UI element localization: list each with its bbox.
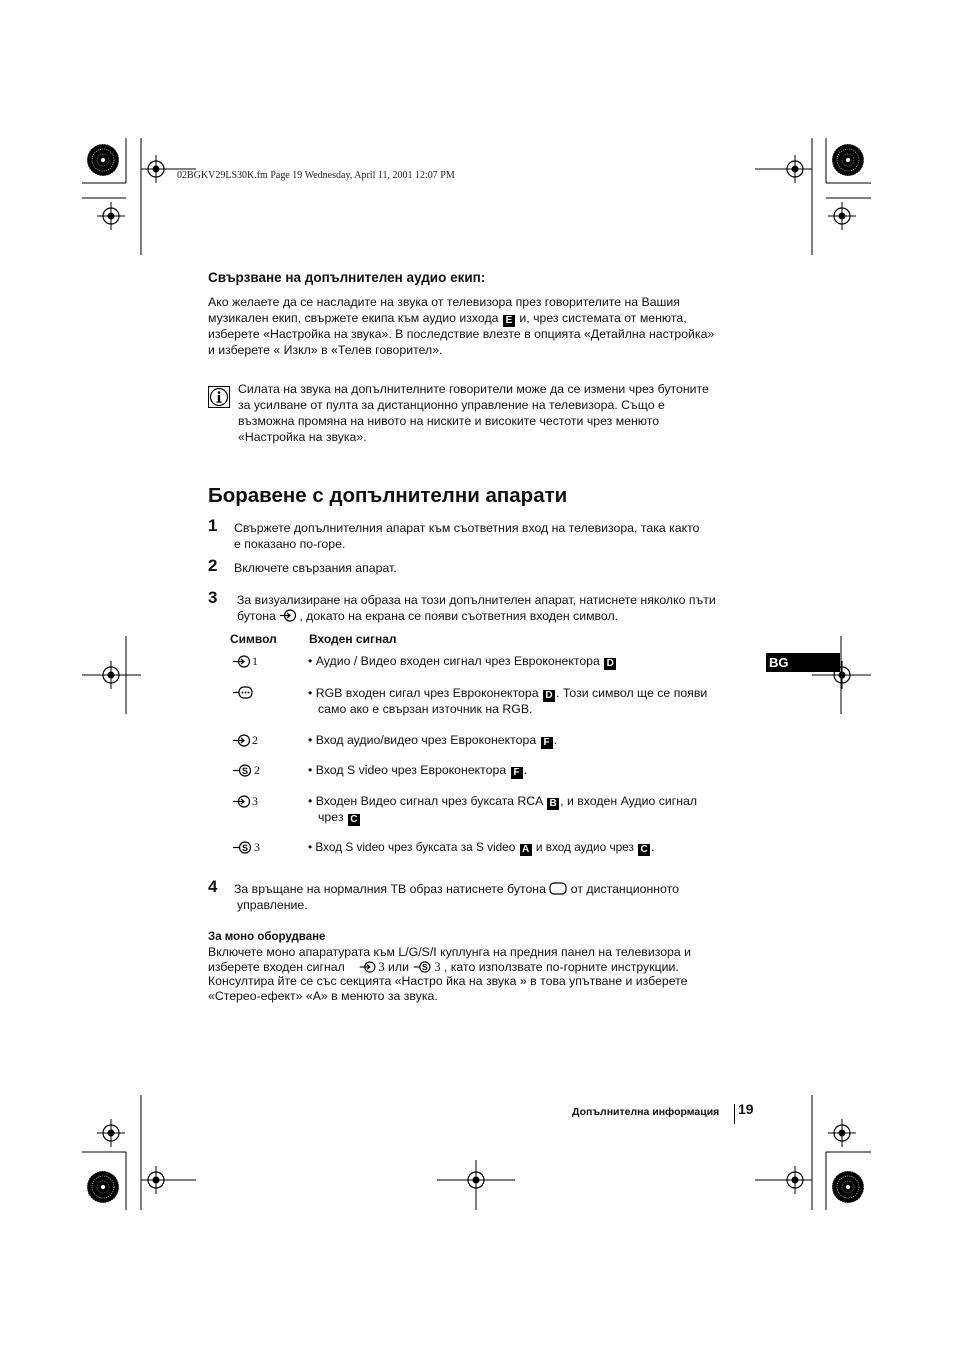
- symbol-cell: S 3: [232, 839, 260, 856]
- table-row: • Аудио / Видео входен сигнал чрез Евроконектора D: [308, 653, 617, 669]
- input-button-icon: [279, 609, 299, 622]
- input-arrow-icon: [358, 961, 378, 973]
- svg-text:S: S: [241, 766, 249, 776]
- page-number: 19: [738, 1101, 754, 1117]
- input-arrow-icon: [232, 655, 252, 668]
- table-row: • Вход аудио/видео чрез Евроконектора F .: [308, 733, 558, 748]
- file-header: 02BGKV29LS30K.fm Page 19 Wednesday, April 11, 2001 12:07 PM: [177, 170, 455, 181]
- s-video-icon: [412, 961, 434, 973]
- table-row: • Вход S video чрез буксата за S video A и вход аудио чрез C .: [308, 840, 655, 855]
- step-text: За визуализиране на образа на този допълнителен апарат, натиснете няколко пъти бутона , докато на екрана се появи съответния входен символ.: [237, 593, 716, 623]
- footer-section-title: Допълнителна информация: [572, 1106, 720, 1118]
- step-number: 1: [208, 516, 218, 535]
- symbol-cell: 2: [232, 732, 258, 749]
- symbol-cell: 1: [232, 653, 258, 670]
- mono-text: Включете моно апаратурата към L/G/S/I куплунга на предния панел на телевизора и изберете входен сигнал 3 или S 3 , като използвате по-горните инструкции. Консултира йте се със секцията «Настро йка на звука » в това упътване и изберете «Стерео-ефект» «А» в менюто за звука.: [208, 945, 692, 1003]
- connector-label-e: E: [503, 315, 515, 327]
- s-video-icon: [232, 764, 254, 777]
- rgb-input-icon: [232, 686, 254, 699]
- mono-title: За моно оборудване: [208, 931, 326, 943]
- language-tab: BG: [766, 653, 840, 672]
- audio-section-text: Ако желаете да се насладите на звука от телевизора през говорителите на Вашия музикален екип, свържете екипа към аудио изхода E и, чрез системата от менюта, изберете «Настройка на звука». В последствие влезте в опцията «Детайлна настройка» и изберете « Изкл» в «Телев говорител».: [208, 295, 715, 357]
- main-section-title: Боравене с допълнителни апарати: [208, 484, 568, 507]
- step-text: За връщане на нормалния ТВ образ натиснете бутона от дистанционното управление.: [234, 882, 679, 912]
- audio-section-title: Свързване на допълнителен аудио екип:: [208, 270, 486, 285]
- input-arrow-icon: [232, 734, 252, 747]
- note-text: Силата на звука на допълнителните говорители може да се измени чрез бутоните за усилване от пулта за дистанционно управление на телевизора. Също е възможна промяна на нивото на ниските и високите честоти чрез менюто «Настройка на звука».: [238, 382, 709, 444]
- step-text: Свържете допълнителния апарат към съответния вход на телевизора, така както е показано по-горе.: [234, 521, 700, 551]
- table-row: • Входен Видео сигнал чрез буксата RCA B , и входен Аудио сигнал чрез C: [308, 794, 698, 825]
- input-arrow-icon: [232, 795, 252, 808]
- info-icon: [208, 386, 230, 408]
- symbol-cell: 3: [232, 793, 258, 810]
- table-row: • Вход S video чрез Евроконектора F .: [308, 763, 528, 778]
- svg-text:S: S: [241, 843, 249, 853]
- step-text: Включете свързания апарат.: [234, 561, 397, 575]
- tv-button-icon: [549, 882, 567, 895]
- symbol-cell: S 2: [232, 762, 260, 779]
- step-number: 4: [208, 877, 218, 896]
- svg-text:S: S: [422, 961, 428, 972]
- symbol-cell: [232, 685, 254, 701]
- table-header-symbol: Символ: [230, 632, 277, 646]
- footer-divider: [734, 1104, 735, 1124]
- table-header-signal: Входен сигнал: [309, 632, 397, 646]
- table-row: • RGB входен сигал чрез Евроконектора D . Този символ ще се появи само ако е свързан източник на RGB.: [308, 686, 708, 716]
- step-number: 3: [208, 588, 218, 607]
- s-video-icon: [232, 841, 254, 854]
- step-number: 2: [208, 556, 218, 575]
